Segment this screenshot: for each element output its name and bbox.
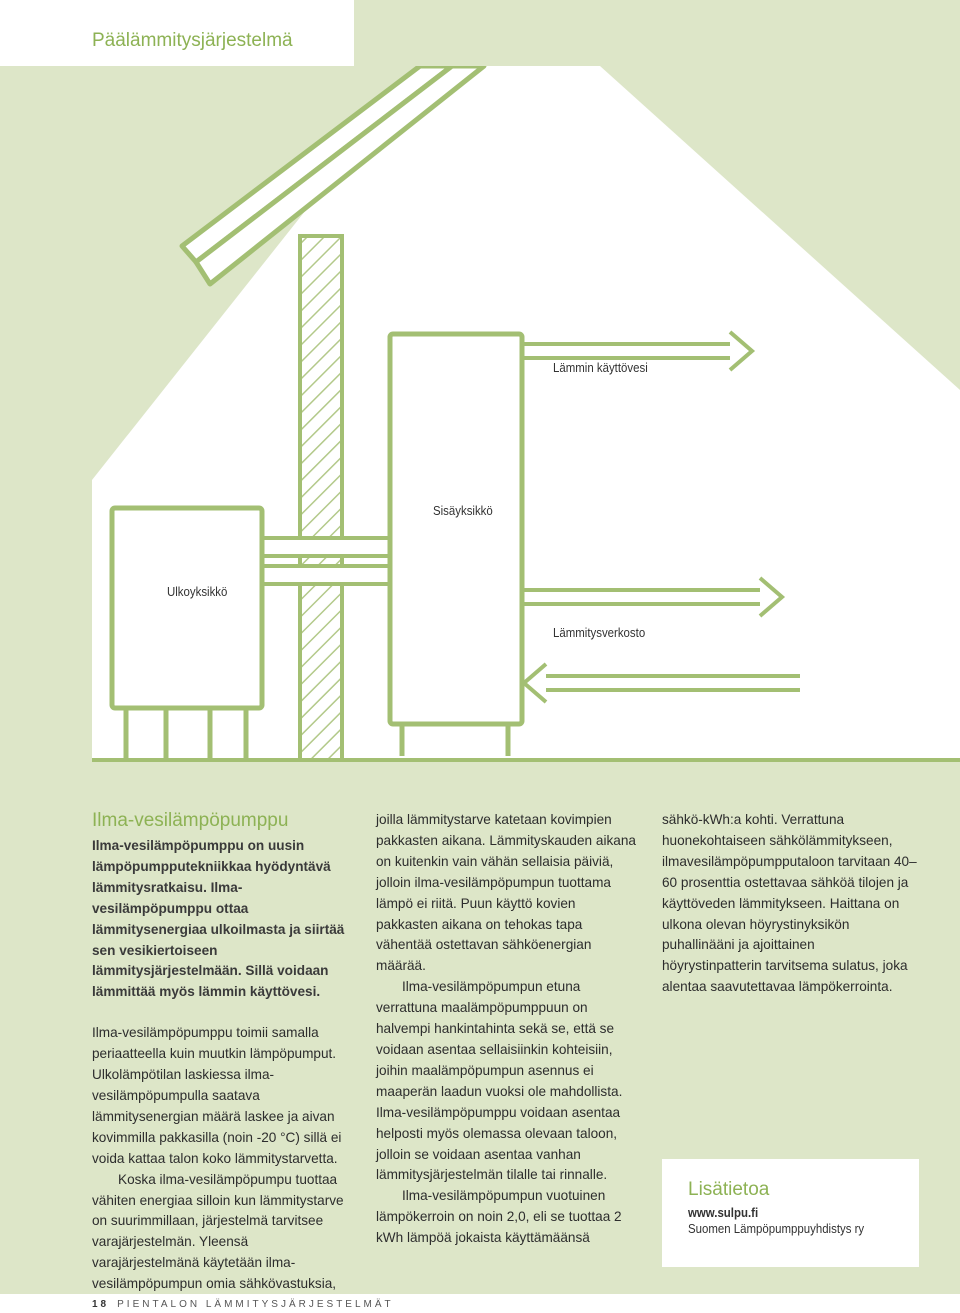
page-number: 18 [92,1299,110,1310]
article-paragraph: Ilma-vesilämpöpumpun etuna verrattuna maalämpöpumppuun on halvempi hankintahinta sekä se, että se voidaan asentaa sellaisiinkin kohteisiin, joihin maalämpöpumpun asennus ei maaperän laadun vuoksi ole mahdollista. Ilma-vesilämpöpumppu voidaan asentaa helposti myös olemassa olevaan taloon, jolloin se voidaan asentaa vanhan lämmitysjärjestelmän tilalle tai rinnalle. [376,979,623,1183]
info-box-title: Lisätietoa [688,1179,770,1200]
page-footer [92,1299,394,1310]
info-box-organization: Suomen Lämpöpumppuyhdistys ry [688,1221,865,1236]
article-paragraph: sähkö-kWh:a kohti. Verrattuna huonekohtaiseen sähkölämmitykseen, ilmavesilämpöpumpputaloon tarvitaan 40–60 prosenttia ostettavaa sähköä tilojen ja käyttöveden lämmitykseen. Haittana on ulkona olevan höyrystinyksikön puhallinääni ja ajoittainen höyrystinpatterin tarvitsema sulatus, joka alentaa saavutettavaa lämpökerrointa. [662,812,917,995]
article-paragraph: joilla lämmitystarve katetaan kovimpien pakkasten aikana. Lämmityskauden aikana on kuitenkin vain vähän sellaisia päiviä, jolloin ilma-vesilämpöpumpun tuottama lämpö ei riitä. Puun käyttö kovien pakkasten aikana on tehokas tapa vähentää ostettavan sähköenergian määrää. [376,812,636,974]
article-paragraph: Ilma-vesilämpöpumppu toimii samalla periaatteella kuin muutkin lämpöpumput. Ulkolämpötilan laskiessa ilma-vesilämpöpumpulla saatava lämmitysenergian määrä laskee ja aivan kovimmilla pakkasilla (noin -20 °C) sillä ei voida kattaa talon koko lämmitystarvetta. [92,1025,342,1166]
page-section-title: Päälämmitysjärjestelmä [92,30,293,51]
publication-name: PIENTALON LÄMMITYSJÄRJESTELMÄT [117,1299,394,1310]
info-box [662,1159,919,1267]
label-hot-water: Lämmin käyttövesi [553,360,648,375]
article-column-2 [376,810,638,1249]
heat-pump-illustration [0,66,960,810]
article-column-3 [662,810,918,998]
indoor-unit-shape [390,334,522,756]
house-wall [300,236,342,760]
article-lead: Ilma-vesilämpöpumppu on uusin lämpöpumpputekniikkaa hyödyntävä lämmitysratkaisu. Ilma-vesilämpöpumppu ottaa lämmitysenergiaa ulkoilmasta ja siirtää sen vesikiertoiseen lämmitysjärjestelmään. Sillä voidaan lämmittää myös lämmin käyttövesi. [92,838,345,1000]
label-indoor-unit: Sisäyksikkö [433,503,493,518]
article-column-1 [92,810,350,1295]
label-outdoor-unit: Ulkoyksikkö [167,584,228,599]
article-paragraph: Ilma-vesilämpöpumpun vuotuinen lämpökerroin on noin 2,0, eli se tuottaa 2 kWh lämpöä jokaista käyttämäänsä [376,1188,622,1246]
article-paragraph: Koska ilma-vesilämpöpumpu tuottaa vähiten energiaa silloin kun lämmitystarve on suurimmillaan, järjestelmä tarvitsee varajärjestelmän. Yleensä varajärjestelmänä käytetään ilma-vesilämpöpumpun omia sähkövastuksia, [92,1171,344,1292]
label-heating-network: Lämmitysverkosto [553,625,646,640]
article-title: Ilma-vesilämpöpumppu [92,810,289,831]
info-box-link[interactable]: www.sulpu.fi [688,1205,759,1220]
